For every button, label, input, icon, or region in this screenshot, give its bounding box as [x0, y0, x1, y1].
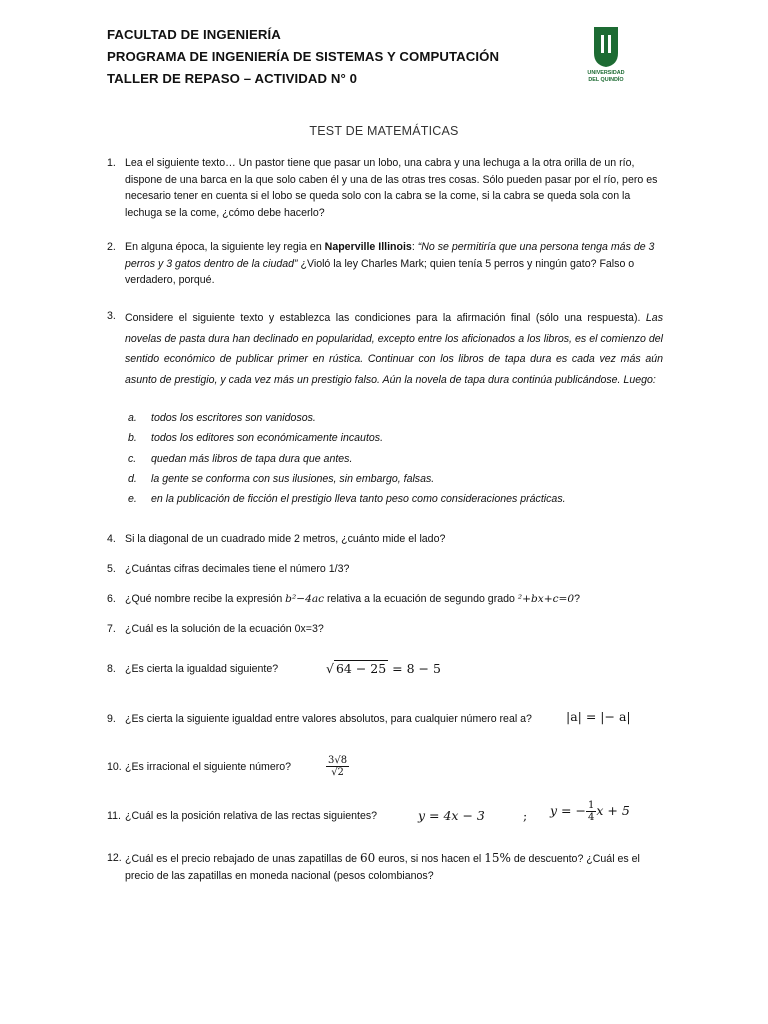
question-2	[107, 239, 663, 289]
header-line-1: FACULTAD DE INGENIERÍA	[107, 27, 281, 42]
quadratic-equation: ²+bx+c=0	[517, 593, 575, 605]
equation-rhs: = 8 − 5	[388, 661, 441, 676]
text-part: :	[411, 241, 418, 253]
text-part: ¿Violó la ley Charles Mark; quien tenía 5 perros y ningún gato? Falso o verdadero, porqué.	[125, 257, 635, 286]
fraction-numerator: 3√8	[328, 755, 348, 766]
logo-text-1: UNIVERSIDAD	[587, 70, 625, 76]
option-letter: c.	[128, 453, 137, 465]
place-name: Naperville Illinois	[324, 241, 412, 253]
option-text: la gente se conforma con sus ilusiones, sin embargo, falsas.	[151, 473, 435, 485]
fraction-numerator: 1	[587, 800, 595, 811]
question-text: ¿Cuántas cifras decimales tiene el número 1/3?	[125, 563, 350, 575]
university-logo	[580, 25, 632, 87]
option-text: todos los escritores son vanidosos.	[151, 412, 316, 424]
irrational-fraction	[326, 755, 349, 778]
radicand: 64 − 25	[335, 661, 387, 676]
question-5	[107, 561, 663, 578]
equation-part: x + 5	[596, 803, 630, 818]
price-value: 60	[359, 851, 376, 865]
question-number: 7.	[107, 623, 116, 635]
question-6	[107, 591, 663, 608]
question-number: 8.	[107, 663, 116, 675]
question-text: Si la diagonal de un cuadrado mide 2 metros, ¿cuánto mide el lado?	[125, 533, 446, 545]
option-letter: b.	[128, 432, 137, 444]
option-letter: d.	[128, 473, 137, 485]
question-text: ¿Es irracional el siguiente número?	[125, 761, 292, 773]
equation-sqrt: √ 64 − 25 = 8 − 5	[326, 661, 441, 676]
text-part: Considere el siguiente texto y establezca las condiciones para la afirmación final (sólo una respuesta).	[125, 312, 646, 324]
text-part: euros, si nos hacen el	[375, 853, 485, 865]
line-equation-1: y = 4x − 3	[418, 808, 485, 823]
question-number: 10.	[107, 761, 122, 773]
text-part: ?	[574, 593, 581, 605]
equation-separator: ;	[523, 808, 528, 823]
question-number: 5.	[107, 563, 116, 575]
page-title: TEST DE MATEMÁTICAS	[309, 124, 459, 138]
question-number: 4.	[107, 533, 116, 545]
question-text: ¿Cuál es la posición relativa de las rectas siguientes?	[125, 810, 378, 822]
question-7	[107, 621, 663, 638]
law-quote: “No se permitiría que una persona tenga más de 3 perros y 3 gatos dentro de la ciudad”	[125, 241, 655, 270]
fraction-denominator: √2	[331, 767, 344, 778]
text-part: ¿Cuál es el precio rebajado de unas zapatillas de	[125, 853, 360, 865]
option-text: en la publicación de ficción el prestigio lleva tanto peso como consideraciones prácticas.	[151, 493, 566, 505]
question-text	[125, 239, 663, 289]
question-text: ¿Es cierta la siguiente igualdad entre valores absolutos, para cualquier número real a?	[125, 713, 532, 725]
question-text	[125, 591, 663, 608]
question-4	[107, 531, 663, 548]
discount-value: 15%	[484, 851, 511, 865]
text-part: En alguna época, la siguiente ley regia en	[125, 241, 325, 253]
option-letter: e.	[128, 493, 137, 505]
text-part: relativa a la ecuación de segundo grado	[324, 593, 518, 605]
absolute-value-equation: |a| = |− a|	[566, 709, 631, 724]
question-number: 12.	[107, 852, 122, 864]
fraction-denominator: 4	[587, 812, 595, 823]
header-line-2: PROGRAMA DE INGENIERÍA DE SISTEMAS Y COMPUTACIÓN	[107, 49, 500, 64]
text-part: de descuento? ¿Cuál es el precio de las zapatillas en moneda nacional (pesos colombianos?	[125, 853, 640, 882]
option-text: todos los editores son económicamente incautos.	[151, 432, 384, 444]
question-text: Lea el siguiente texto… Un pastor tiene que pasar un lobo, una cabra y una lechuga a la otra orilla de un río, dispone de una barca en la que solo caben él y una de las otras tres cosas. Sólo pueden pasar por el río, pero es necesario tener en cuenta si el lobo se queda solo con la cabra se la come, si la cabra se queda sola con la lechuga se la come, ¿cómo debe hacerlo?	[125, 157, 658, 219]
question-9	[107, 711, 567, 728]
question-12	[107, 850, 667, 884]
quoted-passage: Las novelas de pasta dura han declinado en popularidad, excepto entre los aficionados a los libros, es el comienzo del sentido económico de publicar primer en rústica. Continuar con los libros de tapa dura es cada vez más aún asunto de prestigio, y cada vez más un prestigio falso. Aún la novela de tapa dura continúa publicándose. Luego:	[125, 312, 663, 386]
question-10	[107, 759, 663, 776]
option-letter: a.	[128, 412, 137, 424]
question-number: 3.	[107, 310, 116, 322]
line-equation-2	[550, 800, 630, 823]
question-text	[125, 308, 663, 390]
question-number: 9.	[107, 713, 116, 725]
text-part: ¿Qué nombre recibe la expresión	[125, 593, 286, 605]
logo-emblem-icon	[580, 25, 632, 69]
question-text: ¿Es cierta la igualdad siguiente?	[125, 663, 279, 675]
discriminant-expression: b²−4ac	[285, 593, 325, 605]
question-number: 2.	[107, 241, 116, 253]
question-number: 6.	[107, 593, 116, 605]
question-number: 1.	[107, 157, 116, 169]
question-text: ¿Cuál es la solución de la ecuación 0x=3?	[125, 623, 324, 635]
equation-part: y = −	[550, 803, 586, 818]
option-text: quedan más libros de tapa dura que antes.	[151, 453, 353, 465]
question-number: 11.	[107, 810, 121, 822]
question-1	[107, 155, 663, 221]
question-text	[125, 850, 667, 884]
question-3	[107, 308, 663, 390]
logo-text-2: DEL QUINDÍO	[588, 77, 624, 83]
header-line-3: TALLER DE REPASO – ACTIVIDAD N° 0	[107, 71, 358, 86]
